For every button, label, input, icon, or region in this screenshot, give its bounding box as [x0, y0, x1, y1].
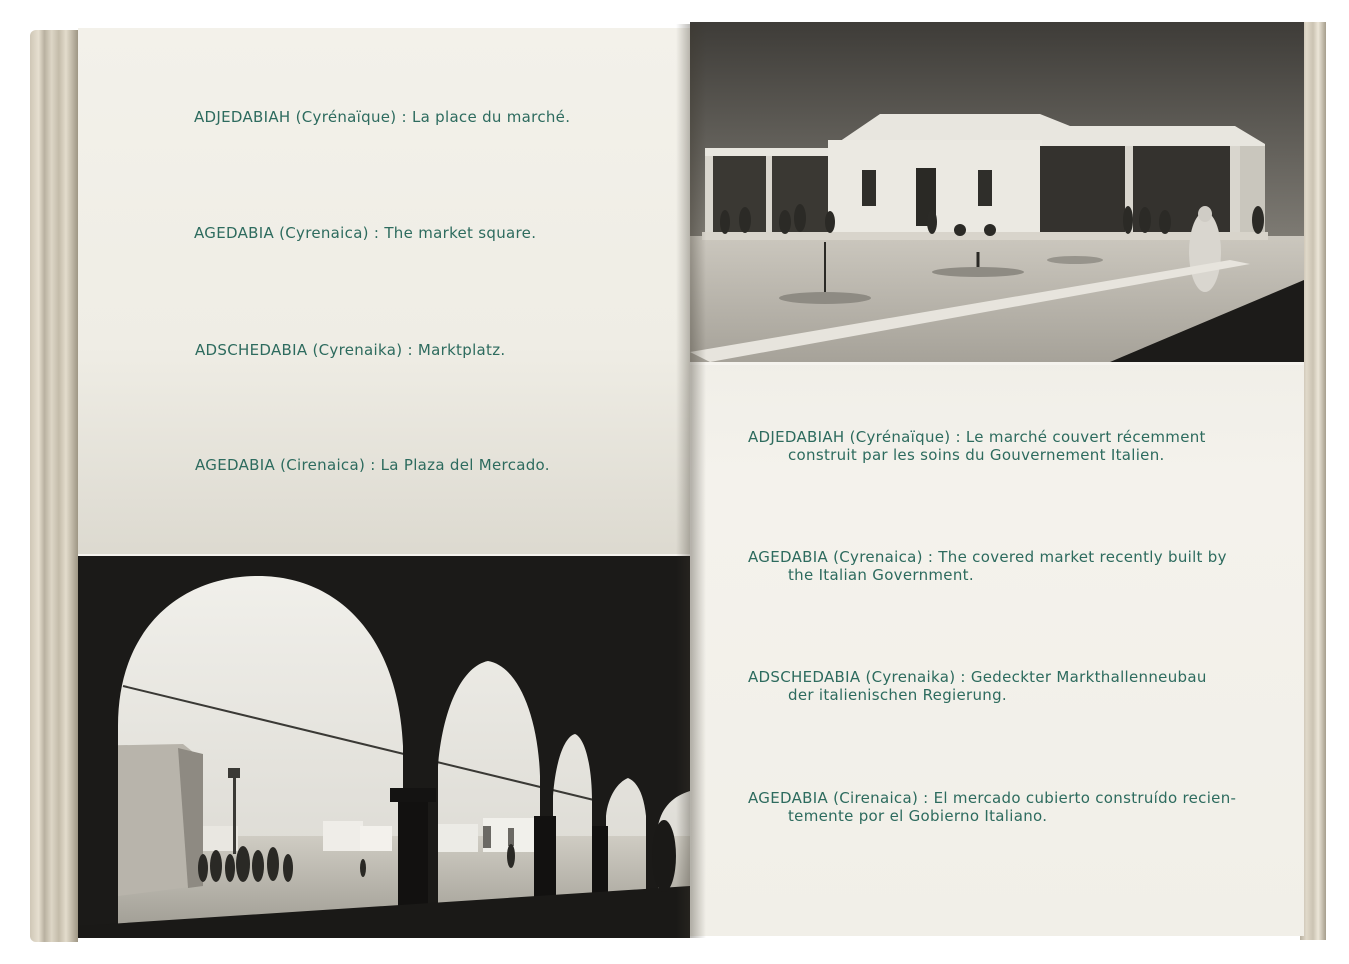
caption-line-continued: the Italian Government. — [788, 566, 974, 584]
caption-place: AGEDABIA — [195, 456, 276, 474]
caption-place: AGEDABIA — [194, 224, 275, 242]
caption-english: AGEDABIA (Cyrenaica) : The market square. — [194, 224, 537, 242]
caption-region: (Cirenaica) — [280, 456, 366, 474]
caption-line: AGEDABIA (Cyrenaica) : The covered market recently built by — [748, 548, 1227, 566]
caption-text: Marktplatz. — [417, 341, 506, 359]
caption-text: La Plaza del Mercado. — [380, 456, 550, 474]
left-page — [78, 28, 690, 938]
caption-line: ADSCHEDABIA (Cyrenaika) : Gedeckter Markthallenneubau — [748, 668, 1207, 686]
caption-place: ADSCHEDABIA — [195, 341, 308, 359]
caption-region: (Cyrénaïque) — [295, 108, 397, 126]
caption-spanish: AGEDABIA (Cirenaica) : La Plaza del Mercado. — [195, 456, 550, 474]
market-photo — [690, 22, 1304, 365]
arcade-illustration — [78, 556, 690, 938]
caption-text: The market square. — [384, 224, 537, 242]
caption-region: (Cyrenaika) — [312, 341, 403, 359]
caption-line: ADJEDABIAH (Cyrénaïque) : Le marché couvert récemment — [748, 428, 1206, 446]
right-page — [690, 22, 1304, 936]
caption-french: ADJEDABIAH (Cyrénaïque) : La place du marché. — [194, 108, 571, 126]
caption-german — [748, 668, 1246, 704]
page-edges-left — [30, 30, 78, 942]
caption-english — [748, 548, 1246, 584]
caption-line-continued: temente por el Gobierno Italiano. — [788, 807, 1048, 825]
caption-line: AGEDABIA (Cirenaica) : El mercado cubierto construído recien- — [748, 789, 1237, 807]
caption-german: ADSCHEDABIA (Cyrenaika) : Marktplatz. — [195, 341, 506, 359]
caption-spanish — [748, 789, 1246, 825]
arcade-photo — [78, 554, 690, 938]
caption-text: La place du marché. — [411, 108, 571, 126]
caption-place: ADJEDABIAH — [194, 108, 291, 126]
caption-line-continued: der italienischen Regierung. — [788, 686, 1008, 704]
caption-french — [748, 428, 1246, 464]
caption-line-continued: construit par les soins du Gouvernement Italien. — [788, 446, 1165, 464]
caption-region: (Cyrenaica) — [279, 224, 369, 242]
market-illustration — [690, 22, 1304, 362]
